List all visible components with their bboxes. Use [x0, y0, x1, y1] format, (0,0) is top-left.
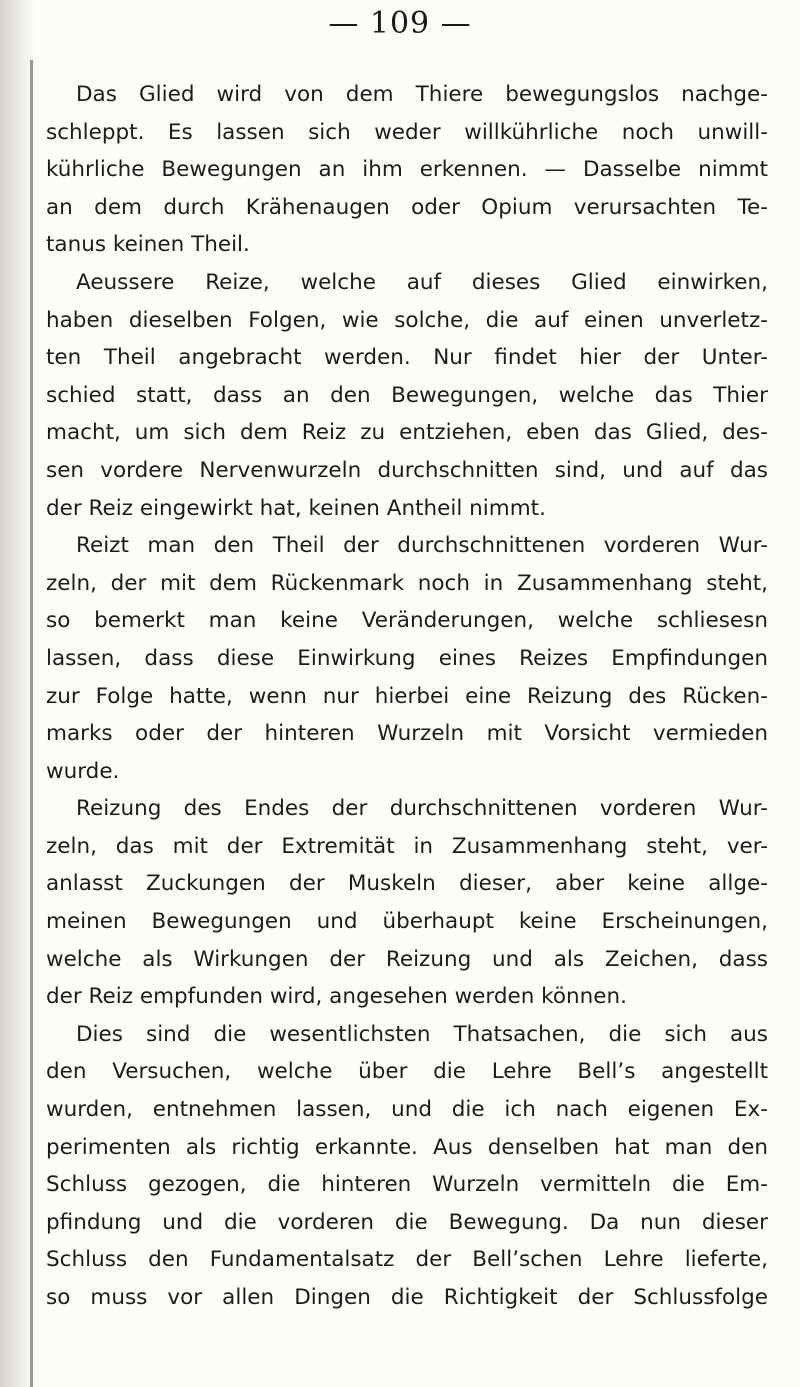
text-line: wurde.	[46, 758, 120, 784]
text-line: Dies sind die wesentlichsten Thatsachen, die sich aus	[76, 1021, 768, 1047]
text-line: so bemerkt man keine Veränderungen, welche schliesesn	[46, 608, 768, 634]
text-line: Reizung des Endes der durchschnittenen vorderen Wur-	[76, 796, 768, 822]
text-line: haben dieselben Folgen, wie solche, die auf einen unverletz-	[46, 307, 768, 333]
text-line: Aeussere Reize, welche auf dieses Glied einwirken,	[76, 269, 768, 295]
text-line: zur Folge hatte, wenn nur hierbei eine Reizung des Rücken-	[46, 683, 768, 709]
text-line: so muss vor allen Dingen die Richtigkeit der Schlussfolge	[46, 1285, 768, 1310]
text-line: zeln, das mit der Extremität in Zusammenhang steht, ver-	[46, 833, 768, 859]
text-line: lassen, dass diese Einwirkung eines Reizes Empfindungen	[46, 645, 768, 671]
text-line: tanus keinen Theil.	[46, 232, 250, 258]
text-line: pfindung und die vorderen die Bewegung. Da nun dieser	[46, 1209, 768, 1235]
text-line: anlasst Zuckungen der Muskeln dieser, aber keine allge-	[46, 871, 768, 897]
text-line: macht, um sich dem Reiz zu entziehen, eben das Glied, des-	[46, 420, 768, 446]
text-line: an dem durch Krähenaugen oder Opium verursachten Te-	[46, 194, 768, 220]
text-line: zeln, der mit dem Rückenmark noch in Zusammenhang steht,	[46, 570, 768, 596]
text-line: Schluss gezogen, die hinteren Wurzeln vermitteln die Em-	[46, 1172, 768, 1198]
text-line: ten Theil angebracht werden. Nur findet hier der Unter-	[46, 345, 768, 371]
text-line: Das Glied wird von dem Thiere bewegungslos nachge-	[76, 82, 768, 107]
binding-shadow-line	[30, 60, 33, 1387]
text-line: kührliche Bewegungen an ihm erkennen. — Dasselbe nimmt	[46, 157, 768, 183]
text-line: der Reiz eingewirkt hat, keinen Antheil nimmt.	[46, 495, 546, 521]
text-line: meinen Bewegungen und überhaupt keine Erscheinungen,	[46, 909, 768, 935]
page-number-header: — 109 —	[328, 6, 472, 41]
text-line: marks oder der hinteren Wurzeln mit Vorsicht vermieden	[46, 721, 768, 747]
text-line: schleppt. Es lassen sich weder willkührliche noch unwill-	[46, 119, 768, 145]
body-text	[46, 76, 768, 1317]
text-line: welche als Wirkungen der Reizung und als Zeichen, dass	[46, 946, 768, 972]
text-line: schied statt, dass an den Bewegungen, welche das Thier	[46, 382, 768, 408]
text-line: wurden, entnehmen lassen, und die ich nach eigenen Ex-	[46, 1097, 768, 1123]
text-line: Schluss den Fundamentalsatz der Bell’schen Lehre lieferte,	[46, 1247, 768, 1273]
text-line: sen vordere Nervenwurzeln durchschnitten sind, und auf das	[46, 457, 768, 483]
text-line: den Versuchen, welche über die Lehre Bell’s angestellt	[46, 1059, 768, 1085]
text-line: perimenten als richtig erkannte. Aus denselben hat man den	[46, 1134, 768, 1160]
text-line: Reizt man den Theil der durchschnittenen vorderen Wur-	[76, 533, 768, 559]
text-line: der Reiz empfunden wird, angesehen werden können.	[46, 984, 627, 1010]
